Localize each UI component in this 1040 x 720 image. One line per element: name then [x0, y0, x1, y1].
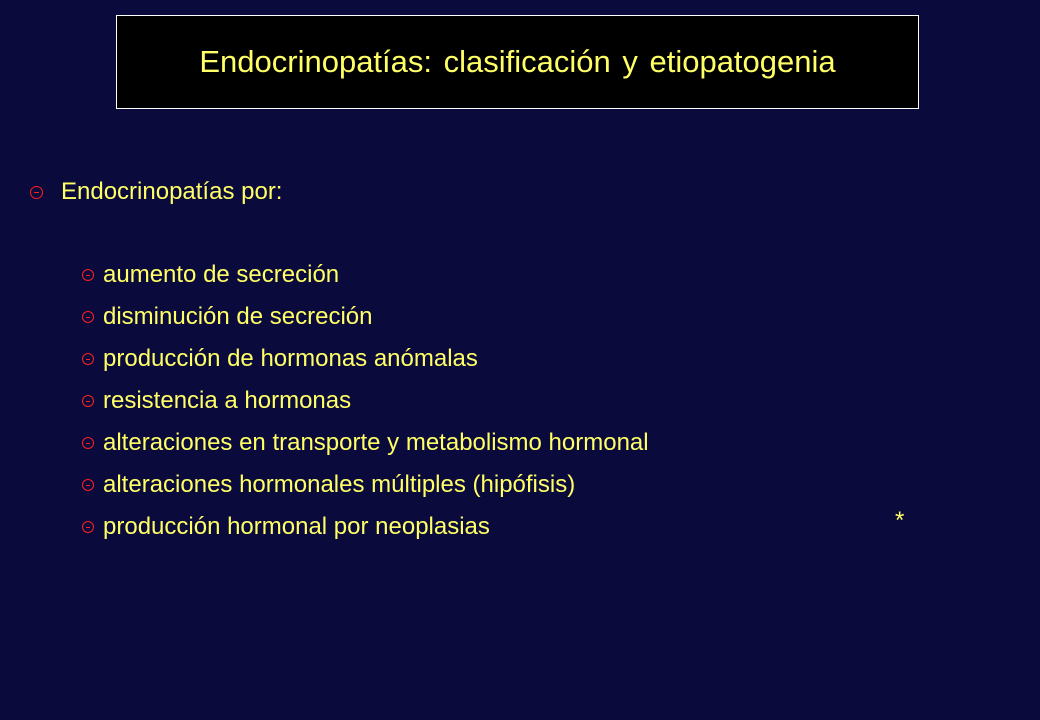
- bullet-icon: [82, 395, 94, 407]
- bullet-icon: [30, 186, 43, 199]
- list-item-label: aumento de secreción: [103, 261, 340, 288]
- list-item: [82, 422, 649, 464]
- list-item-label: producción de hormonas anómalas: [103, 345, 478, 372]
- list-item-label: alteraciones hormonales múltiples (hipófisis): [103, 471, 576, 498]
- list-item: [82, 254, 649, 296]
- slide-title: Endocrinopatías: clasificación y etiopatogenia: [199, 44, 836, 79]
- list-item-label: producción hormonal por neoplasias: [103, 513, 490, 540]
- bullet-icon: [82, 437, 94, 449]
- bullet-icon: [82, 521, 94, 533]
- main-item-label: Endocrinopatías por:: [61, 178, 283, 205]
- list-item-label: resistencia a hormonas: [103, 387, 352, 414]
- list-item: [82, 338, 649, 380]
- main-list-item: [30, 178, 282, 206]
- list-item-label: alteraciones en transporte y metabolismo hormonal: [103, 429, 649, 456]
- bullet-icon: [82, 479, 94, 491]
- asterisk-marker: *: [895, 507, 905, 534]
- list-item: [82, 464, 649, 506]
- title-box: [116, 15, 919, 109]
- list-item: [82, 380, 649, 422]
- list-item: [82, 296, 649, 338]
- sub-list: [82, 254, 649, 548]
- bullet-icon: [82, 311, 94, 323]
- bullet-icon: [82, 269, 94, 281]
- list-item-label: disminución de secreción: [103, 303, 373, 330]
- bullet-icon: [82, 353, 94, 365]
- list-item: [82, 506, 649, 548]
